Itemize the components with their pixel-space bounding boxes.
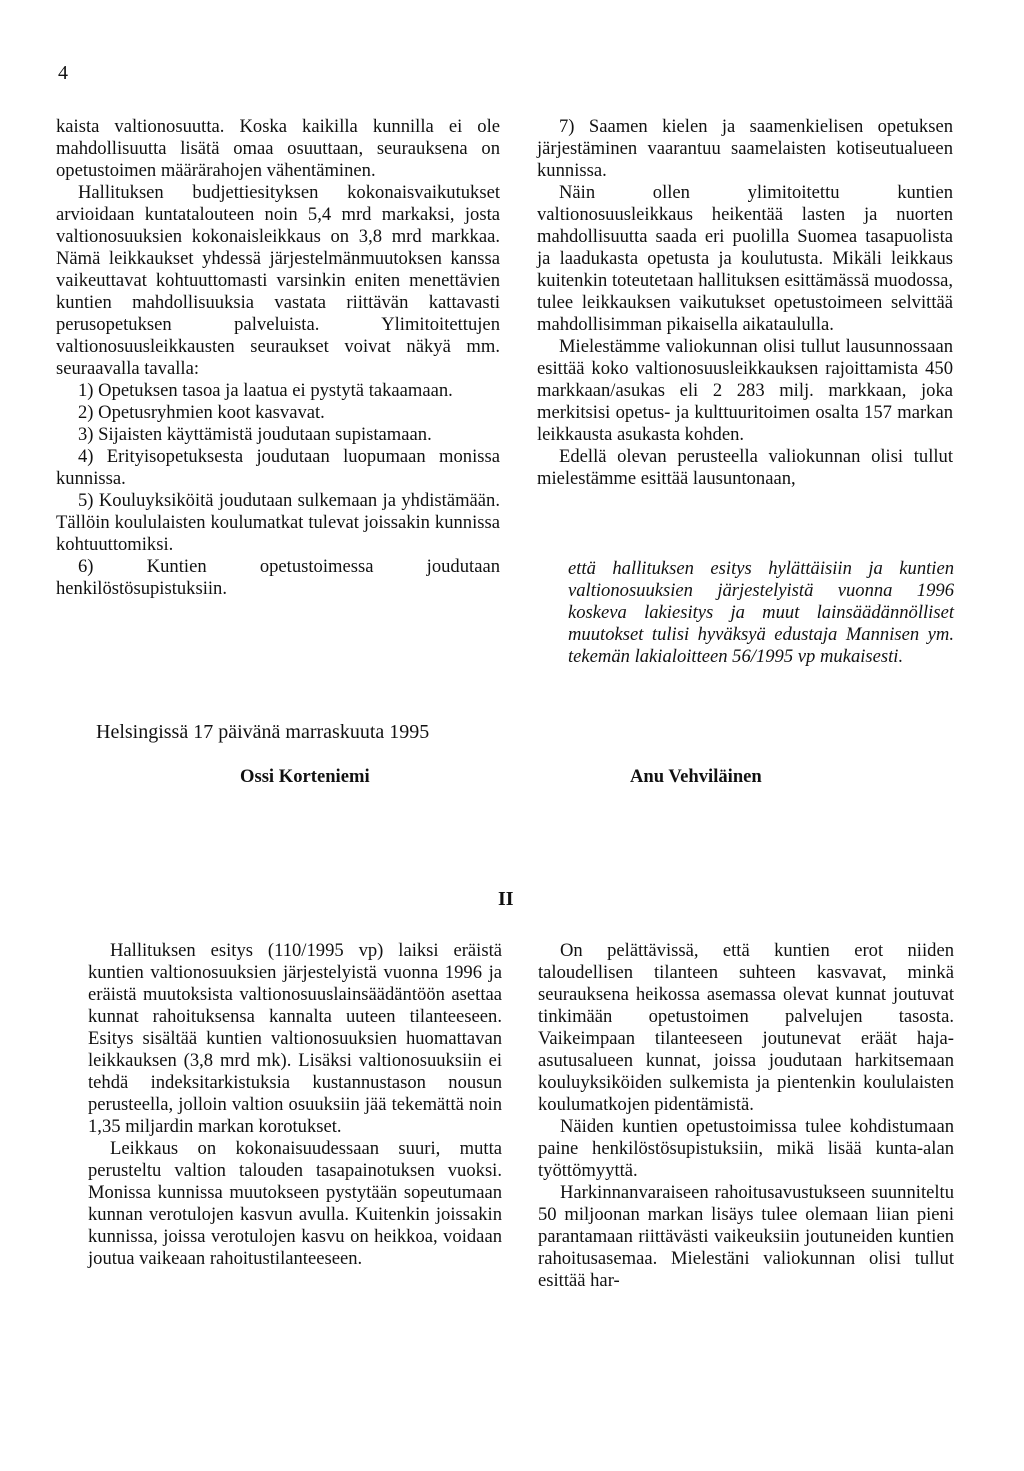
paragraph: Hallituksen esitys (110/1995 vp) laiksi eräistä kuntien valtionosuuksien järjestelyistä vuonna 1996 ja eräistä muutoksista valtionosuuslainsäädäntöön asettaa kunnat rahoituksensa kannalta uuteen tilanteeseen. Esitys sisältää kuntien valtionosuuksien huomattavan leikkauksen (3,8 mrd mk). Lisäksi valtionosuuksiin ei tehdä indeksitarkistuksia kustannustason nousun perusteella, jolloin valtion osuuksiin jää tekemättä noin 1,35 miljardin markan korotukset.: [88, 940, 502, 1137]
paragraph: Hallituksen budjettiesityksen kokonaisvaikutukset arvioidaan kuntatalouteen noin 5,4 mrd markaksi, josta valtionosuuksien kokonaisleikkaus on 3,8 mrd markkaa. Nämä leikkaukset yhdessä järjestelmänmuutoksen kanssa vaikeuttavat kohtuuttomasti varsinkin eniten menettävien kuntien mahdollisuuksia vastata riittävän kattavasti perusopetuksen palveluista. Ylimitoitettujen valtionosuusleikkausten seuraukset voivat näkyä mm. seuraavalla tavalla:: [56, 182, 500, 379]
list-item: 6) Kuntien opetustoimessa joudutaan henkilöstösupistuksiin.: [56, 556, 500, 599]
paragraph: Edellä olevan perusteella valiokunnan olisi tullut mielestämme esittää lausuntonaan,: [537, 446, 953, 489]
part1-right-column: [537, 116, 953, 490]
list-item: 7) Saamen kielen ja saamenkielisen opetuksen järjestäminen vaarantuu saamelaisten kotiseutualueen kunnissa.: [537, 116, 953, 181]
section-heading: II: [498, 888, 514, 910]
list-item: 4) Erityisopetuksesta joudutaan luopumaan monissa kunnissa.: [56, 446, 500, 489]
list-item: 2) Opetusryhmien koot kasvavat.: [78, 402, 325, 423]
page-number: 4: [58, 62, 68, 84]
list-item: 1) Opetuksen tasoa ja laatua ei pystytä takaamaan.: [78, 380, 453, 401]
part2-right-column: [538, 940, 954, 1292]
signer-name: Anu Vehviläinen: [630, 766, 762, 787]
part2-left-column: [88, 940, 502, 1270]
paragraph: Näiden kuntien opetustoimissa tulee kohdistumaan paine henkilöstösupistuksiin, mikä lisää kunta-alan työttömyyttä.: [538, 1116, 954, 1181]
signer-name: Ossi Korteniemi: [240, 766, 370, 787]
paragraph: kaista valtionosuutta. Koska kaikilla kunnilla ei ole mahdollisuutta lisätä omaa osuuttaan, seurauksena on opetustoimen määrärahojen vähentäminen.: [56, 116, 500, 181]
paragraph: Leikkaus on kokonaisuudessaan suuri, mutta perusteltu valtion talouden tasapainotuksen vuoksi. Monissa kunnissa muutokseen pystytään sopeutumaan kunnan verotulojen kasvun avulla. Kuitenkin joissakin kunnissa, joissa verotulojen kasvu on heikkoa, voidaan joutua vaikeaan rahoitustilanteeseen.: [88, 1138, 502, 1269]
part1-left-column: [56, 116, 500, 600]
list-item: 3) Sijaisten käyttämistä joudutaan supistamaan.: [78, 424, 432, 445]
list-item: 5) Kouluyksiköitä joudutaan sulkemaan ja yhdistämään. Tällöin koululaisten koulumatkat tulevat joissakin kunnissa kohtuuttomiksi.: [56, 490, 500, 555]
motion-text: että hallituksen esitys hylättäisiin ja kuntien valtionosuuksien järjestelyistä vuonna 1996 koskeva lakiesitys ja muut lainsäädännölliset muutokset tulisi hyväksyä edustaja Mannisen ym. tekemän lakialoitteen 56/1995 vp mukaisesti.: [568, 558, 954, 667]
paragraph: Näin ollen ylimitoitettu kuntien valtionosuusleikkaus heikentää lasten ja nuorten mahdollisuutta saada eri puolilla Suomea tasapuolista ja laadukasta opetusta ja koulutusta. Mikäli leikkaus kuitenkin toteutetaan hallituksen esittämässä muodossa, tulee leikkauksen vaikutukset opetustoimeen selvittää mahdollisimman pikaisella aikataululla.: [537, 182, 953, 335]
place-date: Helsingissä 17 päivänä marraskuuta 1995: [96, 721, 430, 743]
paragraph: Harkinnanvaraiseen rahoitusavustukseen suunniteltu 50 miljoonan markan lisäys tulee olemaan liian pieni parantamaan riittävästi vaikeuksiin joutuneiden kuntien rahoitusasemaa. Mielestäni valiokunnan olisi tullut esittää har-: [538, 1182, 954, 1291]
paragraph: On pelättävissä, että kuntien erot niiden taloudellisen tilanteen suhteen kasvavat, minkä seurauksena heikossa asemassa olevat kunnat joutuvat tinkimään opetustoimen palvelujen tasosta. Vaikeimpaan tilanteeseen joutunevat eräät haja-asutusalueen kunnat, joissa joudutaan harkitsemaan kouluyksiköiden sulkemista ja pientenkin koululaisten koulumatkojen pidentämistä.: [538, 940, 954, 1115]
paragraph: Mielestämme valiokunnan olisi tullut lausunnossaan esittää koko valtionosuusleikkauksen rajoittamista 450 markkaan/asukas eli 2 283 milj. markkaan, joka merkitsisi opetus- ja kulttuuritoimen osalta 157 markan leikkausta asukasta kohden.: [537, 336, 953, 445]
